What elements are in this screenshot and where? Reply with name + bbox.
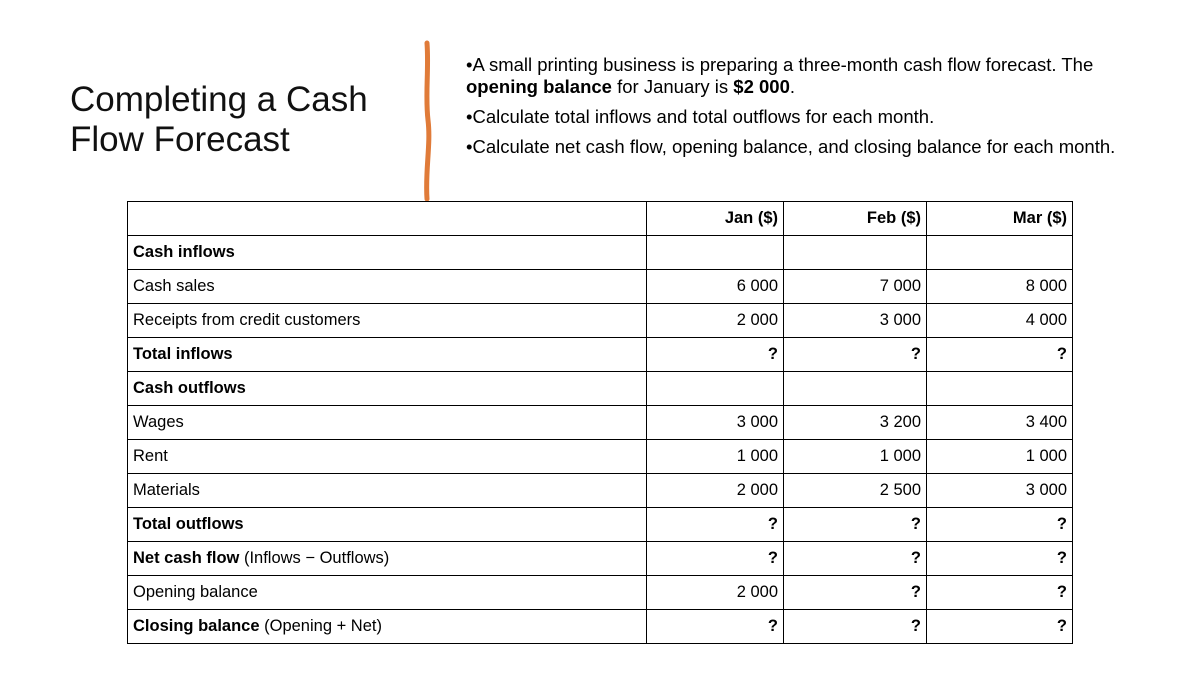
- value-cell-jan: 2 000: [647, 576, 784, 610]
- row-label-cell: [128, 372, 647, 406]
- slide-title: Completing a Cash Flow Forecast: [70, 80, 368, 159]
- value-cell-feb: 1 000: [784, 440, 927, 474]
- value-cell-mar: 4 000: [927, 304, 1073, 338]
- table-header-row: [128, 202, 1073, 236]
- value-cell-mar: ?: [927, 576, 1073, 610]
- value-cell-mar: 1 000: [927, 440, 1073, 474]
- header-cell-label: [128, 202, 647, 236]
- row-label: Wages: [133, 413, 184, 431]
- table-row: [128, 304, 1073, 338]
- row-label: Receipts from credit customers: [133, 311, 361, 329]
- value-cell-mar: 3 400: [927, 406, 1073, 440]
- value-cell-jan: ?: [647, 610, 784, 644]
- table-row: [128, 338, 1073, 372]
- row-label: Total inflows: [133, 345, 233, 363]
- bullet-text: for January is: [611, 76, 734, 97]
- value-cell-mar: ?: [927, 542, 1073, 576]
- table-row: [128, 508, 1073, 542]
- value-cell-mar: ?: [927, 508, 1073, 542]
- row-label: Closing balance: [133, 617, 260, 635]
- table-row: [128, 474, 1073, 508]
- row-label-note: (Inflows − Outflows): [239, 549, 390, 567]
- table-row: [128, 610, 1073, 644]
- row-label-cell: [128, 508, 647, 542]
- value-cell-mar: ?: [927, 610, 1073, 644]
- table-row: [128, 542, 1073, 576]
- value-cell-mar: ?: [927, 338, 1073, 372]
- bullet-item: •Calculate total inflows and total outflows for each month.: [466, 106, 935, 127]
- value-cell-jan: ?: [647, 542, 784, 576]
- row-label-cell: [128, 236, 647, 270]
- value-cell-mar: [927, 372, 1073, 406]
- row-label-cell: [128, 474, 647, 508]
- value-cell-feb: ?: [784, 610, 927, 644]
- row-label-cell: [128, 440, 647, 474]
- value-cell-feb: 3 200: [784, 406, 927, 440]
- table-row: [128, 440, 1073, 474]
- row-label: Opening balance: [133, 583, 258, 601]
- accent-bar: [420, 40, 434, 202]
- value-cell-jan: 3 000: [647, 406, 784, 440]
- row-label: Cash outflows: [133, 379, 246, 397]
- row-label: Total outflows: [133, 515, 244, 533]
- bullet-list: [466, 54, 1116, 166]
- header-cell-feb: Feb ($): [784, 202, 927, 236]
- value-cell-feb: [784, 372, 927, 406]
- row-label: Cash sales: [133, 277, 215, 295]
- bullet-text: Calculate total inflows and total outflows for each month.: [472, 106, 935, 127]
- bullet-emphasis: opening balance: [466, 76, 612, 97]
- bullet-item: •A small printing business is preparing a three-month cash flow forecast. The opening balance for January is $2 000.: [466, 54, 1094, 97]
- row-label-note: (Opening + Net): [259, 617, 382, 635]
- value-cell-jan: [647, 236, 784, 270]
- value-cell-jan: ?: [647, 508, 784, 542]
- header-cell-mar: Mar ($): [927, 202, 1073, 236]
- value-cell-jan: ?: [647, 338, 784, 372]
- bullet-text: Calculate net cash flow, opening balance, and closing balance for each month.: [472, 136, 1116, 157]
- value-cell-jan: 2 000: [647, 304, 784, 338]
- table-body: [128, 236, 1073, 644]
- row-label-cell: [128, 338, 647, 372]
- row-label-cell: [128, 304, 647, 338]
- value-cell-feb: ?: [784, 542, 927, 576]
- header-cell-jan: Jan ($): [647, 202, 784, 236]
- value-cell-feb: 7 000: [784, 270, 927, 304]
- row-label-cell: [128, 406, 647, 440]
- row-label: Cash inflows: [133, 243, 235, 261]
- value-cell-jan: [647, 372, 784, 406]
- bullet-emphasis: $2 000: [733, 76, 790, 97]
- value-cell-jan: 6 000: [647, 270, 784, 304]
- value-cell-mar: [927, 236, 1073, 270]
- table-row: [128, 406, 1073, 440]
- table-row: [128, 576, 1073, 610]
- value-cell-feb: 3 000: [784, 304, 927, 338]
- table-row: [128, 236, 1073, 270]
- value-cell-feb: ?: [784, 576, 927, 610]
- row-label-cell: [128, 610, 647, 644]
- row-label-cell: [128, 542, 647, 576]
- row-label-cell: [128, 576, 647, 610]
- value-cell-feb: ?: [784, 338, 927, 372]
- value-cell-feb: 2 500: [784, 474, 927, 508]
- row-label: Materials: [133, 481, 200, 499]
- value-cell-jan: 2 000: [647, 474, 784, 508]
- bullet-text: A small printing business is preparing a three-month cash flow forecast. The: [472, 54, 1094, 75]
- value-cell-mar: 8 000: [927, 270, 1073, 304]
- row-label-cell: [128, 270, 647, 304]
- cash-flow-table: [127, 201, 1073, 644]
- row-label: Rent: [133, 447, 168, 465]
- row-label: Net cash flow: [133, 549, 240, 567]
- value-cell-mar: 3 000: [927, 474, 1073, 508]
- bullet-text: .: [789, 76, 796, 97]
- value-cell-feb: ?: [784, 508, 927, 542]
- value-cell-jan: 1 000: [647, 440, 784, 474]
- table-row: [128, 372, 1073, 406]
- value-cell-feb: [784, 236, 927, 270]
- table-row: [128, 270, 1073, 304]
- bullet-item: •Calculate net cash flow, opening balance, and closing balance for each month.: [466, 136, 1116, 157]
